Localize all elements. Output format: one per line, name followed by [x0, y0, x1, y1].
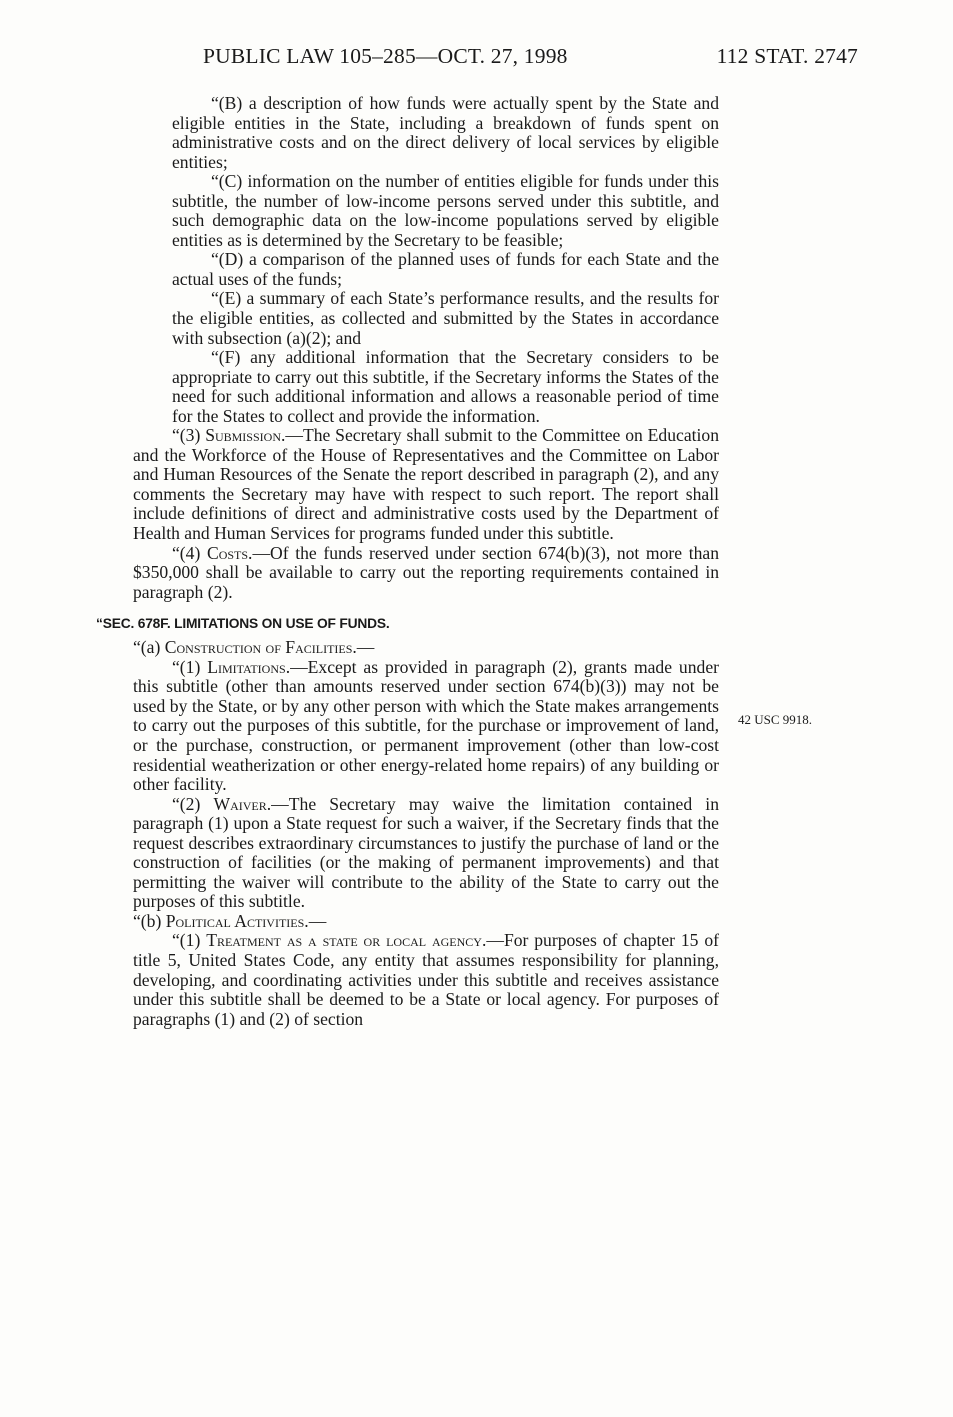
paragraph-3-number: “(3) [172, 425, 201, 446]
subsection-a-number: “(a) [133, 637, 161, 658]
subsection-b-dash: .— [304, 910, 327, 931]
paragraph-a1-limitations [133, 658, 719, 795]
paragraph-b1-text: .—For purposes of chapter 15 of title 5, United States Code, any entity that assumes responsibility for planning, developing, and coordinating activities under this subtitle and receives assistance under this subtitle shall be deemed to be a State or local agency. For purposes of paragraphs (1) and (2) of section [133, 930, 720, 1029]
paragraph-a2-text: .—The Secretary may waive the limitation contained in paragraph (1) upon a State request for such a waiver, if the Secretary finds that the request describes extraordinary circumstances to justify the purchase of land or the construction of facilities (or the making of permanent improvements) and that permitting the waiver will contribute to the ability of the State to carry out the purposes of this subtitle. [133, 793, 719, 912]
subsection-a-heading [133, 638, 719, 658]
paragraph-d: “(D) a comparison of the planned uses of funds for each State and the actual uses of the funds; [172, 249, 719, 289]
paragraph-a1-number: “(1) [172, 656, 201, 677]
paragraph-4-heading: Costs [206, 542, 249, 563]
paragraph-b1-heading: Treatment as a state or local agency [206, 930, 482, 951]
paragraph-3-heading: Submission [205, 425, 281, 446]
subsection-b-heading [133, 912, 719, 932]
paragraph-a2-number: “(2) [172, 793, 201, 814]
paragraph-e: “(E) a summary of each State’s performance results, and the results for the eligible entities, as collected and submitted by the States in accordance with subsection (a)(2); and [172, 288, 719, 348]
paragraph-4-costs [133, 544, 719, 603]
subsection-a-dash: .— [352, 637, 375, 658]
paragraph-b: “(B) a description of how funds were actually spent by the State and eligible entities in the State, including a breakdown of funds spent on administrative costs and on the direct delivery of local services by eligible entities; [172, 93, 719, 172]
page-header [203, 44, 858, 74]
usc-margin-note: 42 USC 9918. [738, 712, 813, 727]
section-heading: “SEC. 678F. LIMITATIONS ON USE OF FUNDS. [96, 616, 390, 632]
paragraph-b1-treatment [133, 931, 719, 1029]
paragraph-3-text: .—The Secretary shall submit to the Committee on Education and the Workforce of the House of Representatives and the Committee on Labor and Human Resources of the Senate the report described in paragraph (2), and any comments the Secretary may have with respect to such report. The report shall include definitions of direct and administrative costs used by the Department of Health and Human Services for programs funded under this subtitle. [133, 425, 719, 544]
paragraph-a1-heading: Limitations [207, 656, 286, 677]
document-body [96, 93, 720, 1029]
paragraph-3-submission [133, 426, 719, 543]
paragraph-f: “(F) any additional information that the Secretary considers to be appropriate to carry out this subtitle, if the Secretary informs the States of the need for such additional information and allows a reasonable period of time for the States to collect and provide the information. [172, 347, 719, 426]
subsection-b-number: “(b) [133, 910, 162, 931]
paragraph-c: “(C) information on the number of entities eligible for funds under this subtitle, the number of low-income persons served under this subtitle, and such demographic data on the low-income populations served by eligible entities as is determined by the Secretary to be feasible; [172, 171, 719, 250]
paragraph-a2-heading: Waiver [213, 793, 267, 814]
public-law-citation: PUBLIC LAW 105–285—OCT. 27, 1998 [203, 44, 568, 68]
subsection-a-title: Construction of Facilities [164, 637, 353, 658]
paragraph-a1-text: .—Except as provided in paragraph (2), grants made under this subtitle (other than amounts reserved under section 674(b)(3)) may not be used by the State, or by any other person with which the State makes arrangements to carry out the purposes of this subtitle, for the purchase or improvement of land, or the purchase, construction, or permanent improvement (other than low-cost residential weatherization or other energy-related home repairs) of any building or other facility. [133, 656, 719, 795]
paragraph-4-text: .—Of the funds reserved under section 674(b)(3), not more than $350,000 shall be available to carry out the reporting requirements contained in paragraph (2). [133, 542, 719, 602]
subsection-b-title: Political Activities [165, 910, 305, 931]
paragraph-4-number: “(4) [172, 542, 201, 563]
statute-page-number: 112 STAT. 2747 [716, 44, 858, 68]
paragraph-a2-waiver [133, 795, 719, 912]
paragraph-b1-number: “(1) [172, 930, 201, 951]
